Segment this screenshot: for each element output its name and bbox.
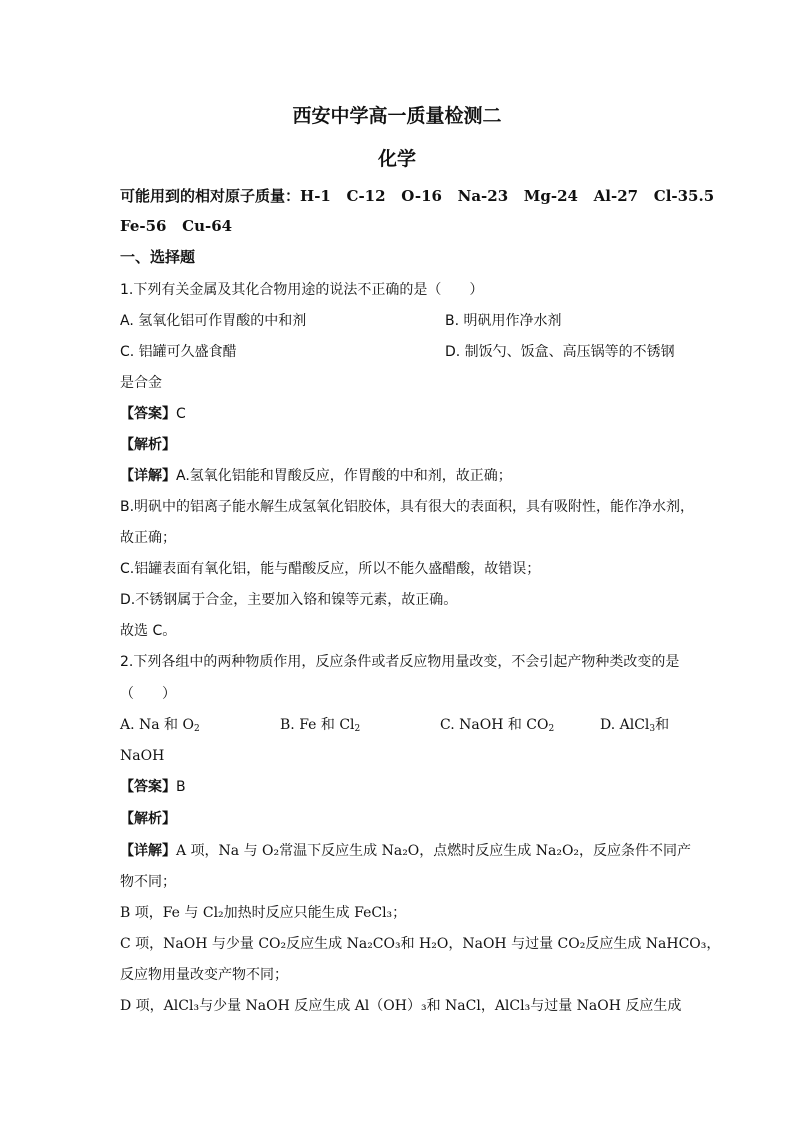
answer-value: C (176, 406, 186, 422)
answer-label: 【答案】 (120, 779, 176, 795)
q2-option-d (600, 715, 669, 735)
q2-analysis-label: 【解析】 (120, 811, 176, 827)
q2-option-c-sub: 2 (548, 724, 555, 734)
q1-option-b: B. 明矾用作净水剂 (445, 313, 562, 329)
q2-option-b-sub: 2 (354, 724, 361, 734)
q1-option-d: D. 制饭勺、饭盒、高压锅等的不锈钢 (445, 344, 675, 360)
q2-option-b-text: B. Fe 和 Cl (280, 717, 355, 733)
detail-label: 【详解】 (120, 468, 176, 484)
q2-answer (120, 777, 186, 797)
detail-text: A 项，Na 与 O₂常温下反应生成 Na₂O，点燃时反应生成 Na₂O₂，反应条件不同产 (176, 843, 692, 859)
q2-option-a-sub: 2 (194, 724, 200, 734)
q2-detail-a2: 物不同； (120, 874, 176, 890)
detail-text: A.氢氧化铝能和胃酸反应，作胃酸的中和剂，故正确； (176, 468, 512, 484)
q2-detail-b: B 项，Fe 与 Cl₂加热时反应只能生成 FeCl₃； (120, 905, 407, 921)
q1-detail-4: D.不锈钢属于合金，主要加入铬和镍等元素，故正确。 (120, 592, 458, 608)
q1-conclusion: 故选 C。 (120, 623, 177, 639)
q2-detail-d: D 项，AlCl₃与少量 NaOH 反应生成 Al（OH）₃和 NaCl，AlCl₃与过量 NaOH 反应生成 (120, 998, 682, 1014)
subject-title: 化学 (377, 148, 416, 170)
atomic-mass-line-1 (120, 186, 714, 206)
q2-detail-c2: 反应物用量改变产物不同； (120, 967, 288, 983)
exam-title: 西安中学高一质量检测二 (292, 105, 502, 127)
q2-option-d-tail: 和 (655, 717, 670, 733)
q2-stem-cont: （ ） (120, 686, 176, 702)
q2-option-d-sub: 3 (649, 724, 656, 734)
q2-detail-c: C 项，NaOH 与少量 CO₂反应生成 Na₂CO₃和 H₂O，NaOH 与过量 CO₂反应生成 NaHCO₃， (120, 936, 721, 952)
q2-option-d-text: D. AlCl (600, 717, 650, 733)
q2-option-d-cont: NaOH (120, 748, 165, 764)
answer-value: B (176, 779, 186, 795)
atomic-mass-line-2: Fe-56 Cu-64 (120, 217, 233, 235)
q2-option-a-text: A. Na 和 O (120, 717, 194, 733)
answer-label: 【答案】 (120, 406, 176, 422)
q1-answer (120, 404, 186, 424)
detail-label: 【详解】 (120, 843, 176, 859)
q2-option-c (440, 715, 554, 735)
q2-option-b (280, 715, 360, 735)
q1-analysis-label: 【解析】 (120, 437, 176, 453)
q1-option-d-cont: 是合金 (120, 375, 162, 391)
q2-option-a (120, 715, 200, 735)
q1-stem: 1.下列有关金属及其化合物用途的说法不正确的是（ ） (120, 282, 484, 298)
q1-detail-1 (120, 466, 512, 486)
q2-detail-a (120, 841, 691, 861)
q1-option-c: C. 铝罐可久盛食醋 (120, 344, 237, 360)
q1-detail-2b: 故正确； (120, 530, 176, 546)
q2-stem: 2.下列各组中的两种物质作用，反应条件或者反应物用量改变，不会引起产物种类改变的是 (120, 654, 680, 670)
q1-detail-3: C.铝罐表面有氧化铝，能与醋酸反应，所以不能久盛醋酸，故错误； (120, 561, 541, 577)
section-title: 一、选择题 (120, 248, 196, 266)
q1-detail-2: B.明矾中的铝离子能水解生成氢氧化铝胶体，具有很大的表面积，具有吸附性，能作净水剂， (120, 499, 695, 515)
atomic-mass-values: H-1 C-12 O-16 Na-23 Mg-24 Al-27 Cl-35.5 (300, 187, 715, 205)
q2-option-c-text: C. NaOH 和 CO (440, 717, 549, 733)
q1-option-a: A. 氢氧化铝可作胃酸的中和剂 (120, 313, 307, 329)
atomic-mass-label: 可能用到的相对原子质量： (120, 187, 301, 205)
